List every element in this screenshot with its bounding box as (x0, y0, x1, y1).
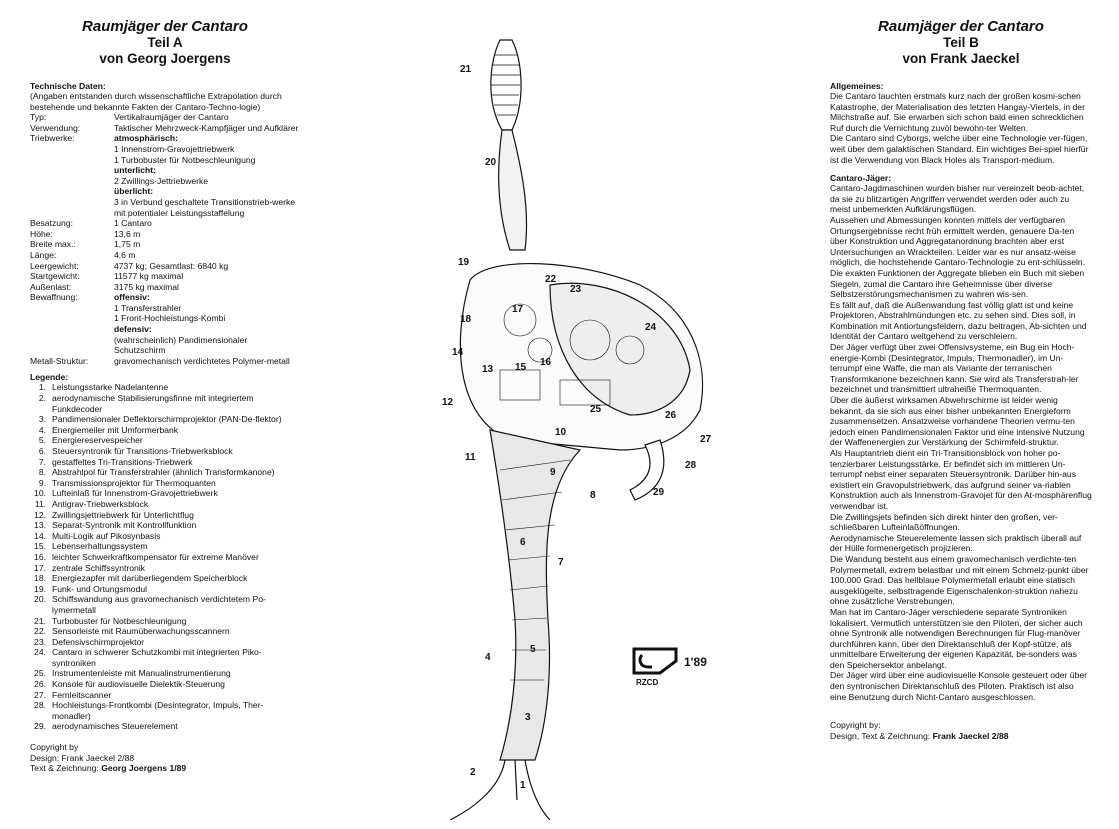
legend-text: Instrumentenleiste mit Manualinstrumentierung (52, 668, 231, 679)
callout-number: 13 (482, 364, 494, 375)
spec-value: 3175 kg maximal (114, 281, 179, 292)
callout-number: 19 (458, 257, 470, 268)
spec-key (30, 303, 114, 314)
callout-number: 23 (570, 284, 582, 295)
callout-number: 4 (485, 652, 491, 663)
callout-number: 1 (520, 780, 526, 791)
legend-text: Pandimensionaler Deflektorschirmprojektor (PAN-De-flektor) (52, 414, 282, 425)
legend-number: 28. (34, 700, 46, 711)
spec-key: Triebwerke: (30, 133, 75, 144)
spec-key: Höhe: (30, 228, 53, 239)
left-part: Teil A (147, 35, 183, 50)
left-copyright-text-prefix: Text & Zeichnung: (30, 763, 99, 774)
legend-text: Leistungsstarke Nadelantenne (52, 382, 169, 393)
legend-number: 16. (34, 551, 46, 562)
legend-item (30, 531, 300, 542)
legend-number: 24. (34, 647, 46, 658)
fighter-heading: Cantaro-Jäger: (830, 173, 892, 184)
legend-number: 1. (38, 382, 46, 393)
spec-value: 1 Turbobuster für Notbeschleunigung (114, 154, 256, 165)
left-copyright-text-name: Georg Joergens 1/89 (101, 763, 187, 774)
legend-text: zentrale Schiffssyntronik (52, 562, 145, 573)
spec-key (30, 186, 114, 197)
legend-item (30, 616, 300, 627)
spec-key (30, 313, 114, 324)
legend-text: Schiffswandung aus gravomechanisch verdichtetem Po-lymermetall (52, 594, 266, 615)
legend-item (30, 679, 300, 690)
callout-number: 8 (590, 490, 596, 501)
legend-number: 4. (38, 424, 46, 435)
legend-text: leichter Schwerkraftkompensator für extreme Manöver (52, 551, 259, 562)
callout-number: 18 (460, 314, 472, 325)
legend-number: 10. (34, 488, 46, 499)
callout-number: 5 (530, 644, 536, 655)
paragraph: Aerodynamische Steuerelemente lassen sich praktisch überall auf der Hülle formenergetisch projizieren. (830, 532, 1082, 554)
tech-heading: Technische Daten: (30, 81, 106, 91)
legend-item (30, 626, 300, 637)
callout-number: 22 (545, 274, 557, 285)
legend-number: 19. (34, 583, 46, 594)
callout-number: 25 (590, 404, 602, 415)
callout-number: 24 (645, 322, 657, 333)
legend-text: Cantaro in schwerer Schutzkombi mit integrierten Piko-syntroniken (52, 647, 262, 668)
callout-number: 6 (520, 537, 526, 548)
legend-text: Turbobuster für Notbeschleunigung (52, 615, 187, 626)
left-copyright-text (30, 763, 300, 774)
callout-number: 7 (558, 557, 564, 568)
paragraph: Es fällt auf, daß die Außenwandung fast völlig glatt ist und keine Projektoren, Abstrahlmündungen etc. zu sehen sind. Dies soll, in Kombination mit Antiortungsfeldern, dazu beitragen, Ab-sichten und Identität der Cantaro weitgehend zu verschleiern. (830, 299, 1087, 342)
spec-key: Breite max.: (30, 239, 76, 250)
spec-value: gravomechanisch verdichtetes Polymer-metall (114, 355, 290, 366)
legend-number: 13. (34, 520, 46, 531)
paragraph: Der Jäger verfügt über zwei Offensivsysteme, ein Bug ein Hoch-energie-Kombi (Desintegrator, Impuls, Thermonadler), im Un-terrumpf eine Waffe, die man als Variante der terranischen Transformkanone bezeichnen kann. Sie wird als Transferstrah-ler bezeichnet und transmittiert ultraheiße Thermoquanten. (830, 342, 1079, 395)
legend-item (30, 563, 300, 574)
paragraph: Als Hauptantrieb dient ein Tri-Transitionsblock von hoher po-tenzierbarer Leistungsstärke. Er befindet sich im mittleren Un-terrumpf nebst einer separaten Steuersyntronik. Darüber hin-aus existiert ein Gravopulstriebwerk, das aufgrund seiner va-riablen Konstruktion auch als Innenstrom-Gravojet für den At-mosphärenflug verwendbar ist. (830, 448, 1092, 511)
paragraph: Über die äußerst wirksamen Abwehrschirme ist leider wenig bekannt, da sie sich aus einer bisher unbekannten Energieform zusammensetzen. Ansatzweise vorhandene Theorien vermu-ten jedoch einen Pandimensionalen Faktor und eine intensive Nutzung der Waffenenergien zur Verstärkung der Schirmfeld-struktur. (830, 395, 1085, 448)
paragraph: Die Zwillingsjets befinden sich direkt hinter den großen, ver-schließbaren Lufteinlaßöffnungen. (830, 511, 1058, 533)
spec-value: Vertikalraumjäger der Cantaro (114, 112, 229, 123)
legend-heading: Legende: (30, 372, 69, 383)
spec-key: Startgewicht: (30, 271, 80, 282)
spec-key: Verwendung: (30, 122, 81, 133)
legend-item (30, 414, 300, 425)
cantaro-fighter-cutaway-drawing (430, 20, 740, 820)
spec-key: Typ: (30, 112, 47, 123)
right-author: von Frank Jaeckel (902, 51, 1020, 66)
legend-item (30, 520, 300, 531)
legend-text: Lufteinlaß für Innenstrom-Gravojettriebwerk (52, 488, 218, 499)
callout-number: 12 (442, 397, 454, 408)
callout-number: 27 (700, 434, 712, 445)
callout-number: 21 (460, 64, 472, 75)
legend-number: 22. (34, 626, 46, 637)
spec-value: offensiv: (114, 292, 150, 303)
legend-item (30, 457, 300, 468)
left-title: Raumjäger der Cantaro (82, 18, 248, 35)
right-copyright-prefix: Design, Text & Zeichnung: (830, 730, 931, 741)
legend-text: Sensorleiste mit Raumüberwachungsscannern (52, 626, 230, 637)
spec-key: Besatzung: (30, 218, 73, 229)
legend-text: aerodynamische Stabilisierungsfinne mit integriertem Funkdecoder (52, 393, 254, 414)
spec-key: Leergewicht: (30, 260, 79, 271)
legend-text: Abstrahlpol für Transferstrahler (ähnlich Transformkanone) (52, 467, 275, 478)
legend-text: Separat-Syntronik mit Kontrollfunktion (52, 520, 197, 531)
left-copyright-label: Copyright by (30, 742, 79, 753)
spec-key (30, 155, 114, 166)
spec-value: 1 Innenstrom-Gravojettriebwerk (114, 143, 235, 154)
legend-text: Zwillingsjettriebwerk für Unterlichtflug (52, 509, 194, 520)
paragraph: Man hat im Cantaro-Jäger verschiedene separate Syntroniken lokalisiert. Vermutlich unterstützen sie den Piloten, der sicher auch ohne Syntronik alle notwendigen Berechnungen für Flug-manöver durchführen kann, über den Direktanschluß der Kopf-stütze, als unmittelbare Erweiterung der eigenen Kapazität, be-sonders was den Speichersektor anbelangt. (830, 606, 1083, 670)
legend-number: 14. (34, 530, 46, 541)
legend-text: aerodynamisches Steuerelement (52, 721, 178, 732)
callout-number: 11 (465, 452, 476, 463)
spec-value: 3 in Verbund geschaltete Transitionstrieb-werke mit potentialer Leistungsstaffelung (114, 196, 296, 218)
artist-logo-icon (630, 645, 680, 677)
legend-number: 21. (34, 615, 46, 626)
legend-item (30, 478, 300, 489)
spec-key: Metall-Struktur: (30, 355, 89, 366)
paragraph: Cantaro-Jagdmaschinen wurden bisher nur vereinzelt beob-achtet, da sie zu blitzartigen Angriffen verwendet werden oder auch zu meist unbemerkten Aufklärungsflügen. (830, 183, 1085, 215)
spec-key (30, 197, 114, 218)
legend-text: Multi-Logik auf Pikosynbasis (52, 530, 161, 541)
callout-number: 3 (525, 712, 531, 723)
spec-key (30, 165, 114, 176)
legend-text: Energiezapfer mit darüberliegendem Speicherblock (52, 573, 248, 584)
legend-item (30, 510, 300, 521)
tech-intro: (Angaben entstanden durch wissenschaftliche Extrapolation durch bestehende und bekannte Fakten der Cantaro-Techno-logie) (30, 91, 282, 112)
legend-item (30, 594, 300, 615)
legend-item (30, 435, 300, 446)
legend-number: 7. (38, 456, 46, 467)
legend-item (30, 499, 300, 510)
legend-number: 8. (38, 467, 46, 478)
legend-item (30, 393, 300, 414)
spec-value: 11577 kg maximal (114, 271, 184, 282)
paragraph: Der Jäger wird über eine audiovisuelle Konsole gesteuert oder über den syntronischen Direktanschluß des Piloten. Praktisch ist also eine Benutzung durch Nicht-Cantaro ausgeschlossen. (830, 670, 1088, 702)
spec-value: unterlicht: (114, 165, 157, 176)
paragraph: Die Wandung besteht aus einem gravomechanisch verdichte-ten Polymermetall, extrem belastbar und mit einem Schmelz-punkt über 100.000 Grad. Das hellblaue Polymermetall erlaubt eine statisch ausgeklügelte, selbsttragende Eigenschalenkon-struktion nahezu ohne zusätzliche Verstrebungen. (830, 553, 1089, 607)
spec-table (30, 112, 300, 366)
legend-number: 6. (38, 446, 46, 456)
callout-number: 10 (555, 427, 567, 438)
legend-number: 25. (34, 668, 46, 679)
callout-number: 15 (515, 362, 527, 373)
spec-key: Länge: (30, 249, 57, 260)
legend-text: Lebenserhaltungssystem (52, 541, 148, 552)
right-copyright-line (830, 731, 1092, 742)
spec-key: Bewaffnung: (30, 292, 78, 303)
spec-value: Taktischer Mehrzweck-Kampfjäger und Aufklärer (114, 122, 299, 133)
spec-value: 1 Cantaro (114, 218, 152, 229)
legend-number: 29. (34, 721, 46, 732)
spec-value: (wahrscheinlich) Pandimensionaler Schutzschirm (114, 334, 248, 356)
right-column (830, 0, 1092, 741)
legend-item (30, 573, 300, 584)
legend-number: 11. (34, 498, 46, 509)
spec-value: 2 Zwillings-Jettriebwerke (114, 175, 209, 186)
callout-number: 17 (512, 304, 524, 315)
spec-value: 4,6 m (114, 249, 136, 260)
right-part: Teil B (943, 35, 979, 50)
callout-number: 29 (653, 487, 665, 498)
logo-tag: RZCD (636, 678, 659, 687)
legend-number: 3. (38, 414, 46, 425)
legend-number: 15. (34, 541, 46, 552)
legend-text: Antigrav-Triebwerksblock (52, 498, 149, 509)
spec-value: defensiv: (114, 324, 152, 335)
legend-text: gestaffeltes Tri-Transitions-Triebwerk (52, 456, 193, 467)
legend-text: Konsole für audiovisuelle Dielektik-Steuerung (52, 679, 225, 690)
callout-number: 20 (485, 157, 497, 168)
legend-text: Energiemeiler mit Umformerbank (52, 424, 179, 435)
spec-value: 1 Transferstrahler (114, 302, 182, 313)
spec-value: atmosphärisch: (114, 133, 178, 144)
spec-key: Außenlast: (30, 281, 72, 292)
legend-text: Defensivschirmprojektor (52, 636, 145, 647)
legend-text: Transmissionsprojektor für Thermoquanten (52, 477, 216, 488)
spec-key (30, 335, 114, 356)
spec-key (30, 176, 114, 187)
legend-item (30, 425, 300, 436)
legend-number: 26. (34, 679, 46, 690)
spec-key (30, 324, 114, 335)
legend-item (30, 721, 300, 732)
callout-number: 2 (470, 767, 476, 778)
legend-list (30, 382, 300, 732)
callout-number: 16 (540, 357, 552, 368)
spec-value: 1 Front-Hochleistungs-Kombi (114, 313, 226, 324)
legend-item (30, 647, 300, 668)
legend-text: Funk- und Ortungsmodul (52, 583, 148, 594)
fighter-body (830, 183, 1092, 702)
callout-number: 28 (685, 460, 697, 471)
legend-item (30, 584, 300, 595)
callout-number: 9 (550, 467, 556, 478)
legend-item (30, 700, 300, 721)
legend-number: 5. (38, 435, 46, 446)
paragraph: Die Cantaro tauchten erstmals kurz nach der großen kosmi-schen Katastrophe, der Materialisation des letzten Hangay-Viertels, in der Milchstraße auf. Sie erwarben sich schon bald einen schrecklichen Ruf durch die Vernichtung zuvöl bewohn-ter Welten. (830, 91, 1085, 133)
left-author: von Georg Joergens (99, 51, 231, 66)
left-column (30, 0, 300, 774)
spec-value: 4737 kg; Gesamtlast: 6840 kg (114, 260, 229, 271)
legend-item (30, 690, 300, 701)
logo-year: 1'89 (684, 655, 707, 669)
left-copyright-design: Design: Frank Jaeckel 2/88 (30, 752, 135, 763)
right-copyright (830, 720, 1092, 741)
callout-number: 26 (665, 410, 677, 421)
legend-item (30, 446, 300, 457)
legend-number: 12. (34, 509, 46, 520)
legend-item (30, 467, 300, 478)
paragraph: Aussehen und Abmessungen konnten mittels der verfügbaren Ortungsergebnisse recht früh ermittelt werden, genauere Da-ten über Konstruktion und Aggregatanordnung brachten aber erst Untersuchungen an Wrackteilen. Leider war es nur ansatz-weise möglich, die hochstehende Cantaro-Technologie zu ent-schlüsseln. Die exakten Funktionen der Aggregate blieben ein Buch mit sieben Siegeln, zumal die Cantaro ihre Geheimnisse über diverse Selbstzerstörungsmechanismen zu wahren wis-sen. (830, 214, 1086, 300)
legend-number: 27. (34, 689, 46, 700)
general-body (830, 91, 1092, 165)
legend-number: 20. (34, 594, 46, 605)
legend-text: Fernleitscanner (52, 689, 112, 700)
general-heading: Allgemeines: (830, 81, 884, 91)
legend-item (30, 541, 300, 552)
left-copyright (30, 742, 300, 774)
callout-number: 14 (452, 347, 464, 358)
legend-item (30, 637, 300, 648)
spec-value: überlicht: (114, 186, 154, 197)
legend-text: Steuersyntronik für Transitions-Triebwerksblock (52, 446, 233, 456)
legend-number: 9. (38, 477, 46, 488)
legend-number: 23. (34, 636, 46, 647)
legend-item (30, 382, 300, 393)
paragraph: Die Cantaro sind Cyborgs, welche über eine Technologie ver-fügen, weit über dem galaktischen Standard. Ein wichtiges Bei-spiel hierfür ist die Verwendung von Black Holes als Transport-medium. (830, 133, 1089, 165)
legend-item (30, 552, 300, 563)
right-copyright-label: Copyright by: (830, 720, 881, 731)
spec-value: 1,75 m (114, 239, 141, 250)
legend-number: 2. (38, 393, 46, 404)
right-copyright-name: Frank Jaeckel 2/88 (932, 730, 1009, 741)
legend-text: Energiereservespeicher (52, 435, 143, 446)
legend-item (30, 668, 300, 679)
legend-number: 18. (34, 573, 46, 584)
right-title: Raumjäger der Cantaro (878, 18, 1044, 35)
spec-key (30, 144, 114, 155)
legend-number: 17. (34, 562, 46, 573)
legend-text: Hochleistungs-Frontkombi (Desintegrator, Impuls, Ther-monadler) (52, 700, 264, 721)
spec-value: 13,6 m (114, 228, 141, 239)
legend-item (30, 488, 300, 499)
